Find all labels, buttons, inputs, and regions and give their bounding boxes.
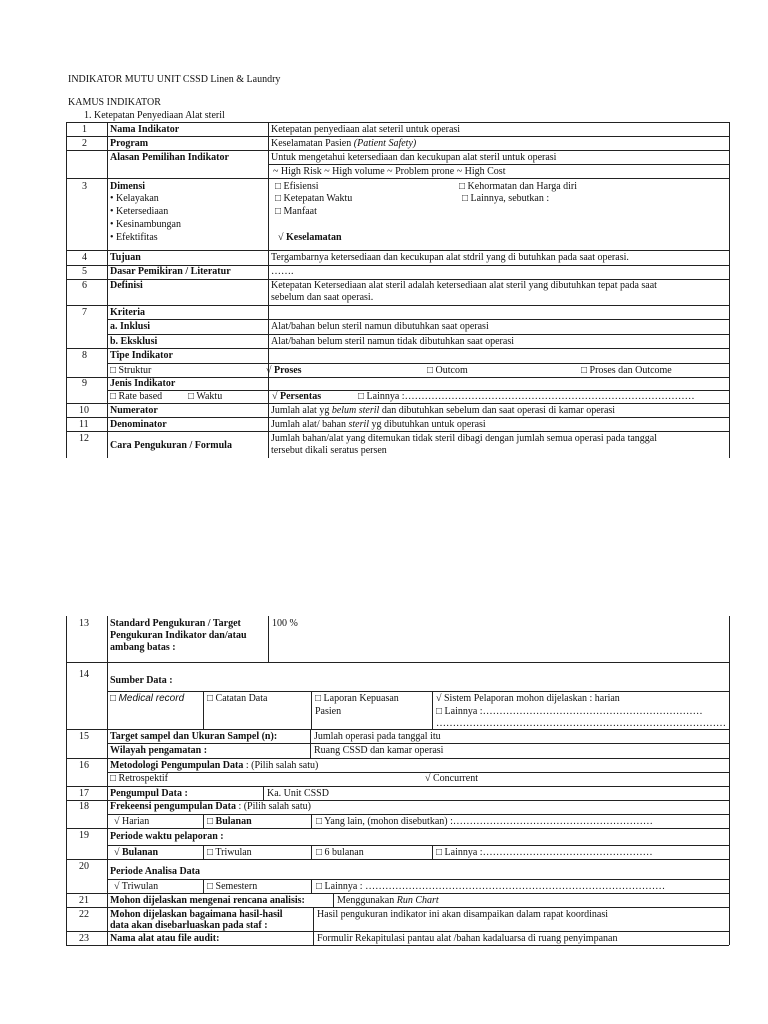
row-label: Periode Analisa Data (110, 866, 200, 877)
row-number: 19 (79, 830, 89, 841)
jenis-option: □ Rate based (110, 391, 163, 402)
row-number: 4 (82, 252, 87, 263)
row-value: Formulir Rekapitulasi pantau alat /bahan kadaluarsa di ruang penyimpanan (317, 933, 618, 944)
row-number: 9 (82, 378, 87, 389)
row-number: 17 (79, 788, 89, 799)
jenis-option-checked: √ Persentas (272, 391, 322, 402)
row-label: Dasar Pemikiran / Literatur (110, 266, 231, 277)
sumber-option-cont: Pasien (315, 706, 342, 717)
row-label-cont: data akan disebarluaskan pada staf : (110, 920, 268, 931)
indicator-heading: 1. Ketepatan Penyediaan Alat steril (84, 110, 225, 121)
jenis-option: □ Waktu (188, 391, 223, 402)
row-number: 15 (79, 731, 89, 742)
row-value: Ruang CSSD dan kamar operasi (314, 745, 444, 756)
row-number: 23 (79, 933, 89, 944)
dimensi-item: • Kesinambungan (110, 219, 181, 230)
dimensi-item: • Efektifitas (110, 232, 158, 243)
analisa-option-checked: √ Triwulan (114, 881, 159, 892)
row-number: 8 (82, 350, 87, 361)
metode-option: □ Retrospektif (110, 773, 168, 784)
row-label: Standard Pengukuran / Target (110, 618, 241, 629)
row-number: 14 (79, 669, 89, 680)
row-number: 12 (79, 433, 89, 444)
row-value: Jumlah alat/ bahan steril yg dibutuhkan untuk operasi (271, 419, 486, 430)
frekuensi-option: □ Yang lain, (mohon disebutkan) :…………………………………………………… (316, 816, 653, 827)
metode-option-checked: √ Concurrent (425, 773, 478, 784)
dimensi-option: □ Kehormatan dan Harga diri (459, 181, 578, 192)
dimensi-option: □ Manfaat (275, 206, 317, 217)
row-label: Program (110, 138, 149, 149)
row-label: Numerator (110, 405, 158, 416)
sumber-option-checked: √ Sistem Pelaporan mohon dijelaskan : harian (436, 693, 620, 704)
row-label: Mohon dijelaskan mengenai rencana analisis: (110, 895, 305, 906)
frekuensi-option: □ Bulanan (207, 816, 252, 827)
row-label: Alasan Pemilihan Indikator (110, 152, 229, 163)
dimensi-option-checked: √ Keselamatan (278, 232, 342, 243)
row-label: Periode waktu pelaporan : (110, 831, 224, 842)
row-number: 7 (82, 307, 87, 318)
periode-option: □ 6 bulanan (316, 847, 364, 858)
dimensi-option: □ Lainnya, sebutkan : (462, 193, 550, 204)
row-number: 11 (79, 419, 89, 430)
row-value: Menggunakan Run Chart (337, 895, 439, 906)
row-value: Untuk mengetahui ketersediaan dan kecukupan alat steril untuk operasi (271, 152, 557, 163)
sumber-option: □ Catatan Data (207, 693, 268, 704)
row-number: 21 (79, 895, 89, 906)
row-label: Frekeensi pengumpulan Data : (Pilih salah satu) (110, 801, 311, 812)
row-value: Ketepatan penyediaan alat seteril untuk operasi (271, 124, 461, 135)
jenis-option: □ Lainnya :…………………………………………………………………………… (358, 391, 695, 402)
kamus-heading: KAMUS INDIKATOR (68, 97, 161, 108)
risk-options: ~ High Risk ~ High volume ~ Problem prone ~ High Cost (273, 166, 506, 177)
periode-option-checked: √ Bulanan (114, 847, 159, 858)
row-value-cont: tersebut dikali seratus persen (271, 445, 387, 456)
row-number: 18 (79, 801, 89, 812)
row-number: 10 (79, 405, 89, 416)
sumber-option-dots: …………………………………………………………………………… (436, 718, 726, 729)
document-title: INDIKATOR MUTU UNIT CSSD Linen & Laundry (68, 74, 281, 85)
row-number: 16 (79, 760, 89, 771)
row-label: Definisi (110, 280, 143, 291)
periode-option: □ Triwulan (207, 847, 252, 858)
row-label: Sumber Data : (110, 675, 173, 686)
dimensi-item: • Ketersediaan (110, 206, 169, 217)
row-sublabel: b. Eksklusi (110, 336, 158, 347)
dimensi-option: □ Efisiensi (275, 181, 319, 192)
row-value: Alat/bahan belum steril namun tidak dibutuhkan saat operasi (271, 336, 514, 347)
row-number: 13 (79, 618, 89, 629)
sumber-option: □ Medical record (110, 693, 185, 704)
row-number: 22 (79, 909, 89, 920)
row-value: Alat/bahan belun steril namun dibutuhkan saat operasi (271, 321, 489, 332)
row-value: Keselamatan Pasien (Patient Safety) (271, 138, 417, 149)
periode-option: □ Lainnya :…………………………………………… (436, 847, 653, 858)
row-label: Kriteria (110, 307, 145, 318)
row-number: 20 (79, 861, 89, 872)
row-label: Wilayah pengamatan : (110, 745, 208, 756)
row-label: Nama Indikator (110, 124, 180, 135)
sumber-option: □ Lainnya :………………………………………………………… (436, 706, 703, 717)
sumber-option: □ Laporan Kepuasan (315, 693, 399, 704)
row-value: Ka. Unit CSSD (267, 788, 329, 799)
row-label: Nama alat atau file audit: (110, 933, 220, 944)
dimensi-item: • Kelayakan (110, 193, 159, 204)
row-label: Tipe Indikator (110, 350, 173, 361)
row-label-cont: Pengukuran Indikator dan/atau (110, 630, 247, 641)
row-value: Tergambarnya ketersediaan dan kecukupan alat stdril yang di butuhkan pada saat operasi. (271, 252, 629, 263)
frekuensi-option-checked: √ Harian (114, 816, 150, 827)
row-number: 1 (82, 124, 87, 135)
row-label: Mohon dijelaskan bagaimana hasil-hasil (110, 909, 283, 920)
row-label: Cara Pengukuran / Formula (110, 440, 232, 451)
tipe-option: □ Outcom (427, 365, 468, 376)
row-value: ……. (271, 266, 294, 277)
row-label: Jenis Indikator (110, 378, 176, 389)
row-value-cont: sebelum dan saat operasi. (271, 292, 374, 303)
row-sublabel: a. Inklusi (110, 321, 151, 332)
row-label: Denominator (110, 419, 167, 430)
row-value: Jumlah bahan/alat yang ditemukan tidak steril dibagi dengan jumlah semua operasi pada tanggal (271, 433, 657, 444)
tipe-option: □ Proses dan Outcome (581, 365, 672, 376)
row-label: Pengumpul Data : (110, 788, 188, 799)
row-value: Ketepatan Ketersediaan alat steril adalah ketersediaan alat steril yang dibutuhkan tepat pada saat (271, 280, 657, 291)
row-label: Metodologi Pengumpulan Data : (Pilih salah satu) (110, 760, 319, 771)
row-value: Hasil pengukuran indikator ini akan disampaikan dalam rapat koordinasi (317, 909, 609, 920)
row-value: Jumlah alat yg belum steril dan dibutuhkan sebelum dan saat operasi di kamar operasi (271, 405, 616, 416)
row-number: 5 (82, 266, 87, 277)
analisa-option: □ Lainnya : ……………………………………………………………………………… (316, 881, 666, 892)
row-label: Tujuan (110, 252, 141, 263)
row-number: 3 (82, 181, 87, 192)
row-value: Jumlah operasi pada tanggal itu (314, 731, 441, 742)
analisa-option: □ Semestern (207, 881, 258, 892)
row-value: 100 % (272, 618, 298, 629)
row-label: Dimensi (110, 181, 145, 192)
tipe-option-checked: √ Proses (266, 365, 302, 376)
dimensi-option: □ Ketepatan Waktu (275, 193, 353, 204)
tipe-option: □ Struktur (110, 365, 152, 376)
row-label: Target sampel dan Ukuran Sampel (n): (110, 731, 278, 742)
row-number: 6 (82, 280, 87, 291)
row-label-cont: ambang batas : (110, 642, 176, 653)
row-number: 2 (82, 138, 87, 149)
